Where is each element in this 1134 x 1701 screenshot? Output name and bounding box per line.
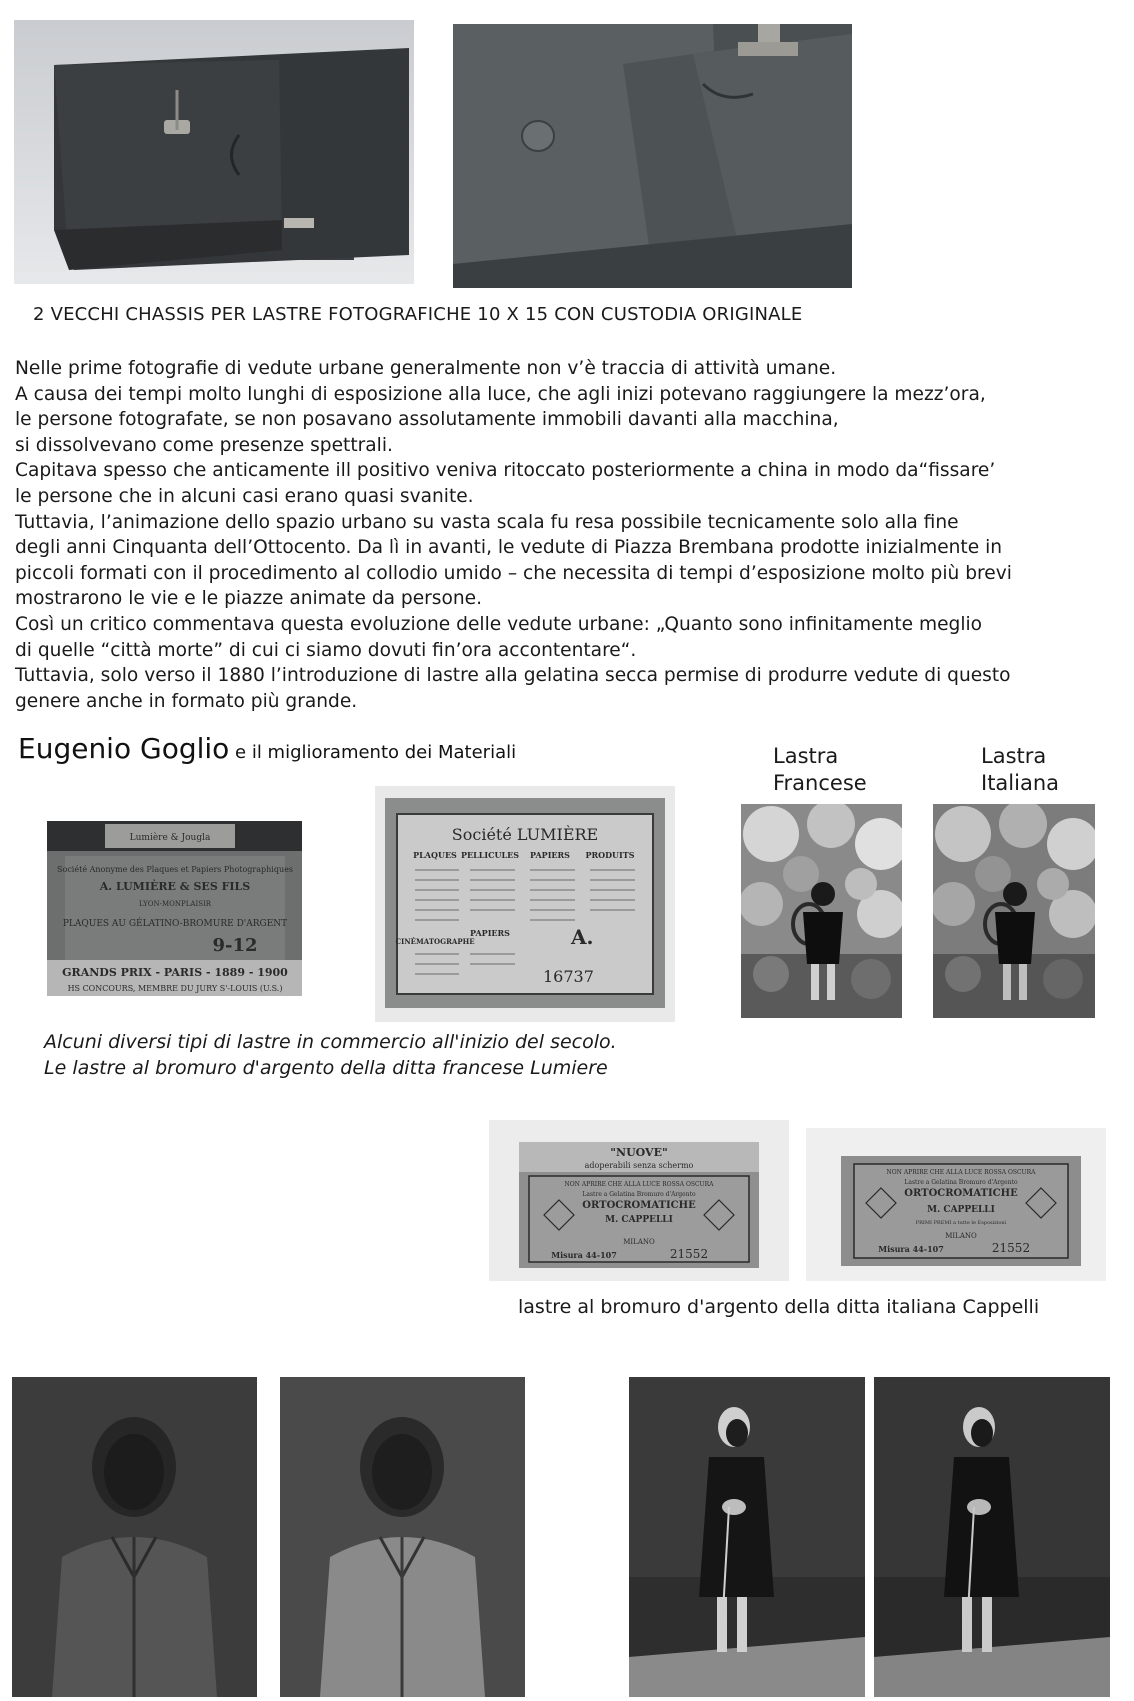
- cappelli-box-1: [489, 1120, 789, 1281]
- svg-text:NON APRIRE CHE ALLA LUCE ROSSA: NON APRIRE CHE ALLA LUCE ROSSA OSCURA: [564, 1181, 714, 1188]
- svg-text:Lastre a Gelatina Bromuro d'Ar: Lastre a Gelatina Bromuro d'Argento: [582, 1191, 696, 1198]
- svg-text:A. LUMIÈRE & SES FILS: A. LUMIÈRE & SES FILS: [99, 880, 251, 893]
- paragraph-line: di quelle “città morte” di cui ci siamo dovuti fin’ora accontentare“.: [15, 639, 637, 661]
- heading-subtitle: e il miglioramento dei Materiali: [229, 742, 517, 763]
- svg-text:PAPIERS: PAPIERS: [530, 850, 570, 860]
- svg-text:16737: 16737: [543, 967, 594, 986]
- label-lastra-francese: Lastra Francese: [773, 744, 867, 795]
- paragraph-line: Tuttavia, solo verso il 1880 l’introduzione di lastre alla gelatina secca permise di produrre vedute di questo: [15, 665, 1011, 687]
- paragraph-line: A causa dei tempi molto lunghi di esposizione alla luce, che agli inizi potevano raggiungere la mezz’ora,: [15, 383, 986, 405]
- lumiere-caption: Alcuni diversi tipi di lastre in commercio all'inizio del secolo. Le lastre al bromuro d'argento della ditta francese Lumiere: [44, 1031, 617, 1079]
- svg-text:M. CAPPELLI: M. CAPPELLI: [605, 1215, 673, 1225]
- negative-portrait-girl-2: [874, 1377, 1110, 1697]
- svg-text:Misura 44-107: Misura 44-107: [551, 1250, 617, 1260]
- svg-text:GRANDS PRIX - PARIS - 1889 - 1: GRANDS PRIX - PARIS - 1889 - 1900: [62, 966, 288, 979]
- svg-text:Misura 44-107: Misura 44-107: [878, 1244, 944, 1254]
- paragraph-line: si dissolvevano come presenze spettrali.: [15, 434, 393, 456]
- svg-text:9-12: 9-12: [212, 935, 258, 956]
- svg-text:PELLICULES: PELLICULES: [461, 850, 519, 860]
- svg-text:MILANO: MILANO: [945, 1232, 977, 1240]
- paragraph-line: degli anni Cinquanta dell’Ottocento. Da lì in avanti, le vedute di Piazza Brembana prodotte inizialmente in: [15, 537, 1003, 559]
- intro-paragraph: [15, 356, 1012, 714]
- svg-text:CINÉMATOGRAPHE: CINÉMATOGRAPHE: [395, 937, 475, 946]
- lastra-italiana-photo: [933, 804, 1095, 1018]
- svg-text:PLAQUES AU GÉLATINO-BROMURE D': PLAQUES AU GÉLATINO-BROMURE D'ARGENT: [62, 919, 288, 929]
- svg-text:Lastre a Gelatina Bromuro d'Ar: Lastre a Gelatina Bromuro d'Argento: [904, 1179, 1018, 1186]
- negative-portrait-girl-1: [629, 1377, 865, 1697]
- chassis-caption: 2 VECCHI CHASSIS PER LASTRE FOTOGRAFICHE 10 X 15 CON CUSTODIA ORIGINALE: [33, 304, 803, 325]
- negative-portrait-man-1: [12, 1377, 257, 1697]
- svg-text:21552: 21552: [991, 1241, 1031, 1255]
- paragraph-line: piccoli formati con il procedimento al collodio umido – che necessita di tempi d’esposizione molto più brevi: [15, 562, 1012, 584]
- lumiere-box-front: [25, 786, 323, 1028]
- paragraph-line: Nelle prime fotografie di vedute urbane generalmente non v’è traccia di attività umane.: [15, 358, 837, 379]
- svg-text:LYON-MONPLAISIR: LYON-MONPLAISIR: [138, 900, 212, 908]
- label-lastra-italiana: Lastra Italiana: [981, 744, 1060, 795]
- paragraph-line: Capitava spesso che anticamente ill positivo veniva ritoccato posteriormente a china in modo da“fissare’: [15, 460, 996, 482]
- chassis-photo-open: [453, 24, 852, 288]
- cappelli-box-2: [806, 1128, 1106, 1281]
- chassis-photo-closed: [14, 20, 414, 284]
- svg-text:PRIMI PREMI a tutte le Esposiz: PRIMI PREMI a tutte le Esposizioni: [915, 1220, 1007, 1226]
- lastra-francese-photo: [741, 804, 902, 1018]
- svg-text:A.: A.: [571, 925, 594, 949]
- svg-text:NON APRIRE CHE ALLA LUCE ROSSA: NON APRIRE CHE ALLA LUCE ROSSA OSCURA: [886, 1169, 1036, 1176]
- svg-text:Société Anonyme des Plaques et: Société Anonyme des Plaques et Papiers Photographiques: [57, 865, 293, 874]
- paragraph-line: Così un critico commentava questa evoluzione delle vedute urbane: „Quanto sono infinitamente meglio: [15, 613, 983, 635]
- paragraph-line: genere anche in formato più grande.: [15, 690, 358, 712]
- svg-text:MILANO: MILANO: [623, 1238, 655, 1246]
- svg-text:PLAQUES: PLAQUES: [413, 850, 457, 860]
- svg-text:adoperabili senza schermo: adoperabili senza schermo: [584, 1161, 694, 1170]
- heading-name: Eugenio Goglio: [18, 732, 230, 765]
- section-heading: [18, 732, 516, 765]
- svg-text:21552: 21552: [669, 1247, 709, 1261]
- paragraph-line: mostrarono le vie e le piazze animate da persone.: [15, 588, 483, 610]
- svg-text:HS CONCOURS, MEMBRE DU JURY S: HS CONCOURS, MEMBRE DU JURY S'-LOUIS (U.S.): [67, 984, 283, 993]
- svg-text:PRODUITS: PRODUITS: [585, 850, 635, 860]
- paragraph-line: le persone fotografate, se non posavano assolutamente immobili davanti alla macchina,: [15, 409, 839, 431]
- svg-text:"NUOVE": "NUOVE": [610, 1146, 668, 1159]
- svg-text:ORTOCROMATICHE: ORTOCROMATICHE: [582, 1200, 696, 1211]
- lumiere-box-back: [375, 786, 675, 1022]
- negative-portrait-man-2: [280, 1377, 525, 1697]
- paragraph-line: Tuttavia, l’animazione dello spazio urbano su vasta scala fu resa possibile tecnicamente solo alla fine: [15, 511, 959, 533]
- svg-text:Société LUMIÈRE: Société LUMIÈRE: [451, 825, 599, 844]
- cappelli-caption: lastre al bromuro d'argento della ditta italiana Cappelli: [518, 1296, 1040, 1318]
- svg-text:M. CAPPELLI: M. CAPPELLI: [927, 1205, 995, 1215]
- paragraph-line: le persone che in alcuni casi erano quasi svanite.: [15, 485, 474, 507]
- svg-text:Lumière & Jougla: Lumière & Jougla: [129, 833, 211, 843]
- svg-text:ORTOCROMATICHE: ORTOCROMATICHE: [904, 1188, 1018, 1199]
- svg-text:PAPIERS: PAPIERS: [470, 928, 510, 938]
